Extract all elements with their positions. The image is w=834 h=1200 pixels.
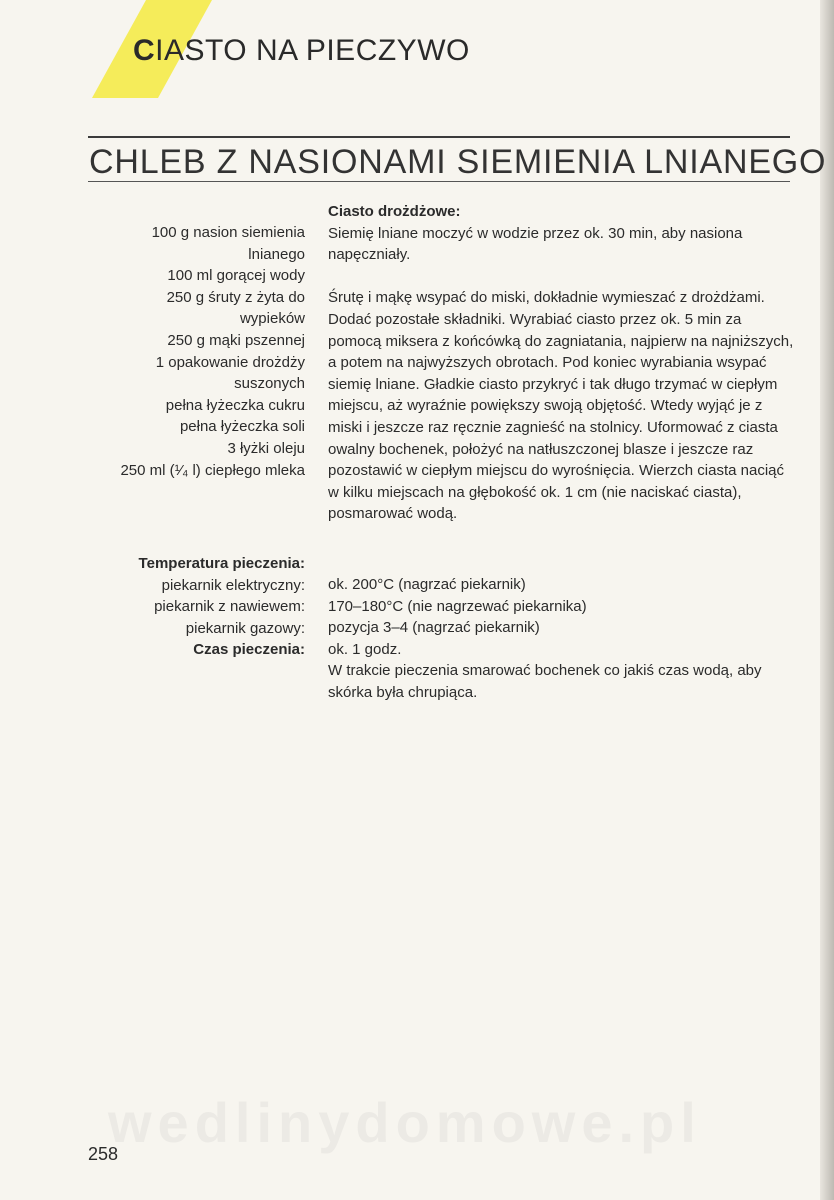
electric-oven-label: piekarnik elektryczny:: [161, 576, 305, 594]
method-paragraph-1: Siemię lniane moczyć w wodzie przez ok. 30 min, aby nasiona napęczniały.: [328, 224, 743, 264]
ingredient-line: pełna łyżeczka cukru: [165, 396, 305, 414]
section-title-rest: IASTO NA PIECZYWO: [155, 34, 470, 67]
page-number: 258: [88, 1144, 119, 1164]
baking-time-label: Czas pieczenia:: [193, 641, 305, 659]
ingredient-line: pełna łyżeczka soli: [179, 418, 305, 436]
temperature-heading: Temperatura pieczenia:: [138, 555, 305, 572]
title-rule-top: [88, 136, 790, 138]
ingredient-line: 100 ml gorącej wody: [167, 267, 305, 285]
title-rule-bottom: [88, 181, 790, 182]
fan-oven-label: piekarnik z nawiewem:: [154, 598, 305, 616]
ingredient-line: suszonych: [234, 375, 305, 393]
ingredient-line: wypieków: [239, 310, 305, 328]
ingredient-line: 100 g nasion siemienia: [151, 224, 305, 241]
section-title-initial: C: [133, 34, 156, 67]
baking-note: W trakcie pieczenia smarować bochenek co jakiś czas wodą, aby skórka była chrupiąca.: [328, 662, 762, 701]
section-title: [133, 34, 470, 68]
method-paragraph-2: Śrutę i mąkę wsypać do miski, dokładnie wymieszać z drożdżami. Dodać pozostałe składniki. Wyrabiać ciasto przez ok. 5 min za pomocą miksera z końcówką do zagniatania, najpierw na najniższych, a potem na najwyższych obrotach. Pod koniec wyrabiania wsypać siemię lniane. Gładkie ciasto przykryć i tak długo trzymać w ciepłym miejscu, aż wyraźnie powiększy swoją objętość. Wtedy wyjąć je z miski i jeszcze raz ręcznie zagnieść na stolnicy. Uformować z ciasta owalny bochenek, położyć na natłuszczonej blasze i jeszcze raz pozostawić w ciepłym miejscu do wyrośnięcia. Wierzch ciasta naciąć w kilku miejscach na głębokość ok. 1 cm (nie naciskać ciasta), posmarować wodą.: [328, 289, 794, 523]
gas-oven-value: pozycja 3–4 (nagrzać piekarnik): [328, 619, 540, 637]
ingredient-line: 1 opakowanie drożdży: [155, 353, 305, 371]
ingredient-line: 250 ml (¹⁄₄ l) ciepłego mleka: [120, 461, 305, 479]
ingredient-line: lnianego: [248, 245, 305, 263]
gas-oven-label: piekarnik gazowy:: [185, 619, 305, 637]
electric-oven-value: ok. 200°C (nagrzać piekarnik): [328, 576, 526, 593]
dough-heading: Ciasto drożdżowe:: [328, 203, 461, 220]
method-text: [328, 201, 798, 525]
baking-time-value: ok. 1 godz.: [328, 640, 402, 658]
paragraph-spacer: [328, 266, 798, 288]
ingredient-line: 250 g śruty z żyta do: [166, 288, 305, 306]
recipe-title: CHLEB Z NASIONAMI SIEMIENIA LNIANEGO: [89, 143, 827, 181]
ingredient-line: 250 g mąki pszennej: [167, 331, 305, 349]
baking-labels: [60, 553, 305, 661]
ingredient-line: 3 łyżki oleju: [227, 439, 305, 457]
fan-oven-value: 170–180°C (nie nagrzewać piekarnika): [328, 597, 587, 615]
ingredient-list: [60, 222, 305, 481]
watermark: wedlinydomowe.pl: [108, 1091, 702, 1154]
baking-values: [328, 574, 798, 704]
